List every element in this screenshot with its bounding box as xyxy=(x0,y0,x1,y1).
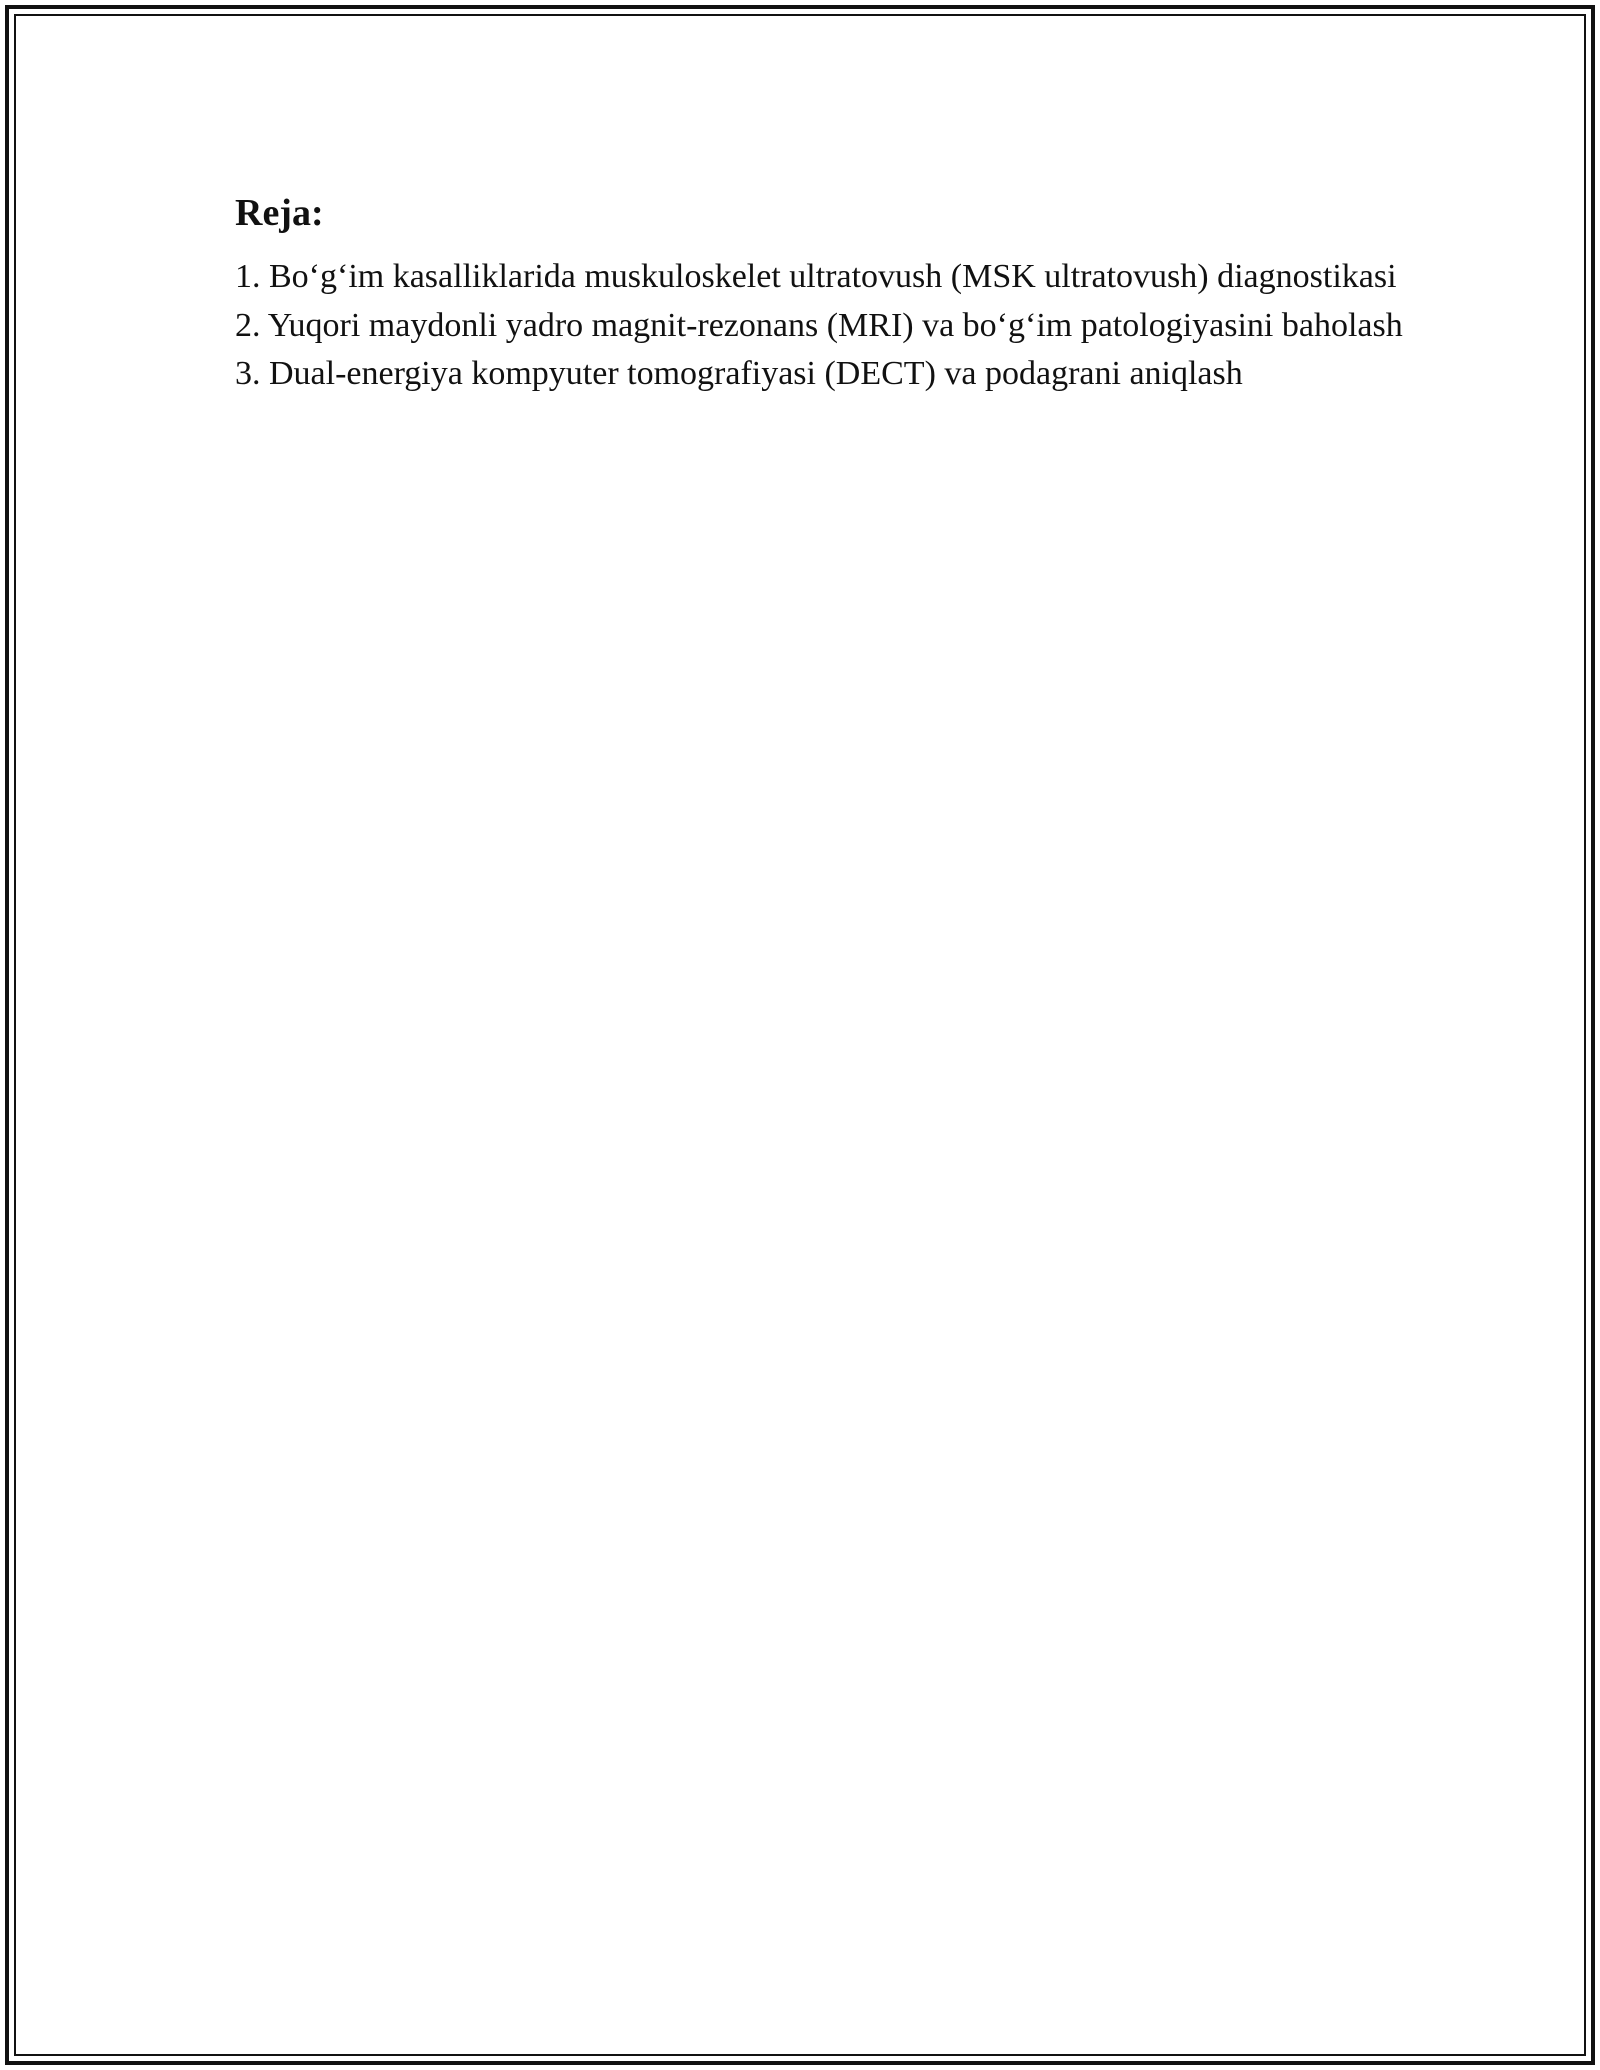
document-body xyxy=(235,183,1415,399)
plan-item-1: 1. Bo‘g‘im kasalliklarida muskuloskelet ultratovush (MSK ultratovush) diagnostikasi xyxy=(235,258,1397,295)
plan-list xyxy=(235,253,1415,399)
plan-item-3: 3. Dual-energiya kompyuter tomografiyasi (DECT) va podagrani aniqlash xyxy=(235,355,1243,392)
plan-item-2: 2. Yuqori maydonli yadro magnit-rezonans (MRI) va bo‘g‘im patologiyasini baholash xyxy=(235,306,1403,344)
page-title: Reja: xyxy=(235,192,324,234)
